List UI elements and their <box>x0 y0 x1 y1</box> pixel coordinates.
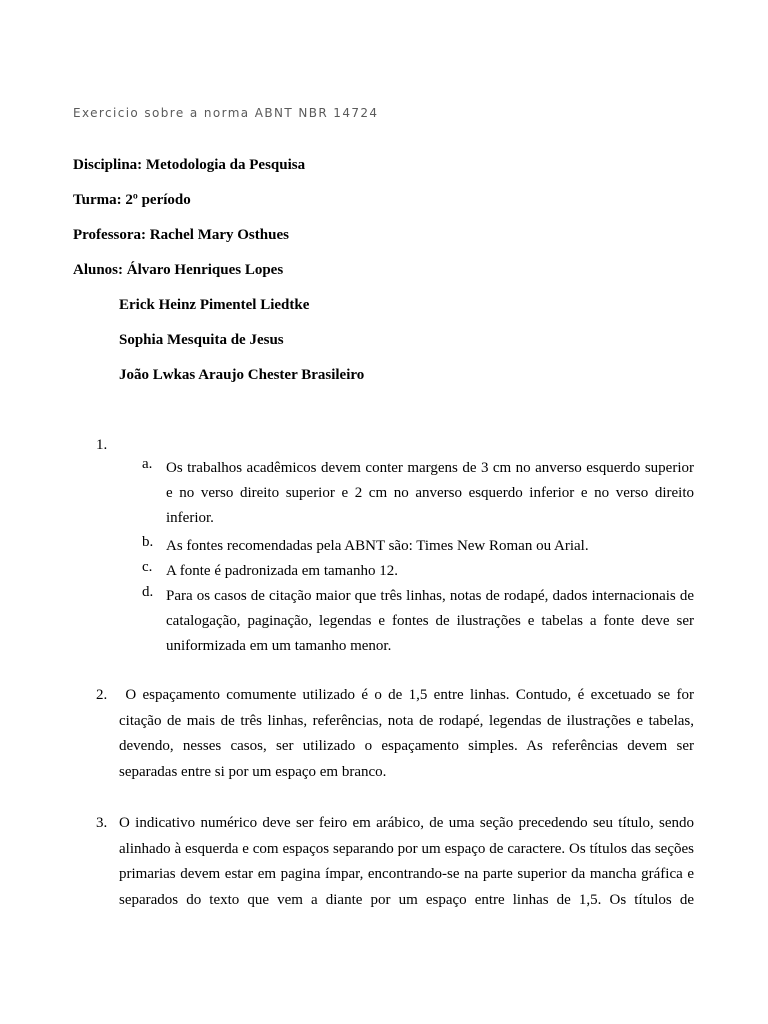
question-number: 3. <box>96 815 108 831</box>
student-name: Sophia Mesquita de Jesus <box>119 332 284 348</box>
list-item-letter: d. <box>142 584 154 600</box>
list-item <box>142 456 694 531</box>
list-item-letter: a. <box>142 456 153 472</box>
list-item <box>142 559 694 584</box>
question-number: 1. <box>96 437 108 453</box>
list-item-letter: c. <box>142 559 153 575</box>
list-item-letter: b. <box>142 534 154 550</box>
document-header: Exercicio sobre a norma ABNT NBR 14724 <box>73 106 379 120</box>
list-item <box>142 534 694 559</box>
question-text: O espaçamento comumente utilizado é o de 1,5 entre linhas. Contudo, é excetuado se for citação de mais de três linhas, referências, nota de rodapé, legendas de ilustrações e tabelas, devendo, nesses casos, ser utilizado o espaçamento simples. As referências devem ser separadas entre si por um espaço em branco. <box>119 687 698 780</box>
list-item-text: A fonte é padronizada em tamanho 12. <box>166 563 399 579</box>
list-item-text: As fontes recomendadas pela ABNT são: Times New Roman ou Arial. <box>166 538 589 554</box>
student-name: Erick Heinz Pimentel Liedtke <box>119 297 310 313</box>
class-line: Turma: 2º período <box>73 192 191 208</box>
list-item <box>142 584 694 659</box>
student-name: João Lwkas Araujo Chester Brasileiro <box>119 367 365 383</box>
discipline-line: Disciplina: Metodologia da Pesquisa <box>73 157 306 173</box>
students-line: Alunos: Álvaro Henriques Lopes <box>73 262 284 278</box>
list-item-text: Para os casos de citação maior que três linhas, notas de rodapé, dados internacionais de catalogação, paginação, legendas e fontes de ilustrações e tabelas a fonte deve ser uniformizada em um tamanho menor. <box>166 588 694 654</box>
list-item-text: Os trabalhos acadêmicos devem conter margens de 3 cm no anverso esquerdo superior e no verso direito superior e 2 cm no anverso esquerdo inferior e no verso direito inferior. <box>166 460 694 526</box>
professor-line: Professora: Rachel Mary Osthues <box>73 227 289 243</box>
question-text: O indicativo numérico deve ser feiro em arábico, de uma seção precedendo seu título, sendo alinhado à esquerda e com espaços separando por um espaço de caractere. Os títulos das seções primarias devem estar em pagina ímpar, encontrando-se na parte superior da mancha gráfica e separados do texto que vem a diante por um espaço entre linhas de 1,5. Os títulos de <box>119 815 694 908</box>
question-number: 2. <box>96 687 108 703</box>
